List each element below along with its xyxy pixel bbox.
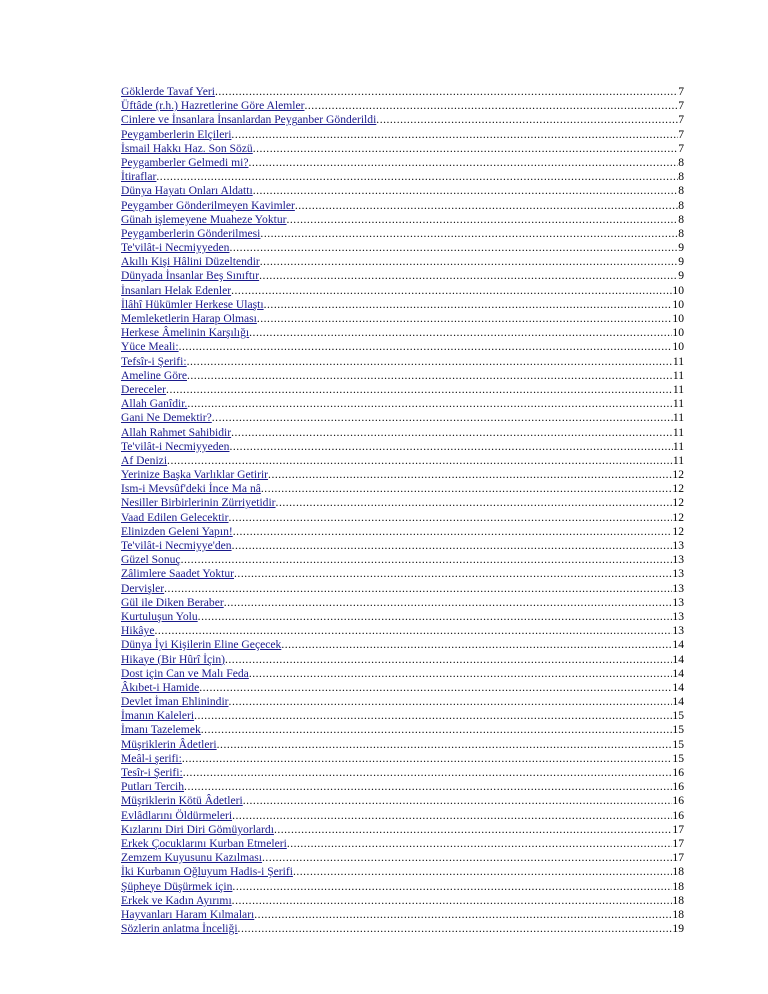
toc-entry[interactable]	[121, 596, 684, 610]
toc-entry[interactable]	[121, 553, 684, 567]
toc-entry-title-link[interactable]: Erkek ve Kadın Ayırımı	[121, 893, 232, 907]
toc-dot-leader	[253, 142, 679, 156]
toc-page-number: 8	[678, 155, 684, 169]
toc-entry-title-link[interactable]: Elinizden Geleni Yapın!	[121, 524, 233, 538]
toc-entry[interactable]	[121, 99, 684, 113]
toc-entry[interactable]	[121, 184, 684, 198]
toc-dot-leader	[184, 780, 672, 794]
toc-entry[interactable]	[121, 780, 684, 794]
toc-entry[interactable]	[121, 128, 684, 142]
toc-entry[interactable]	[121, 312, 684, 326]
toc-dot-leader	[276, 496, 673, 510]
toc-entry[interactable]	[121, 794, 684, 808]
toc-entry[interactable]	[121, 638, 684, 652]
toc-page-number: 18	[672, 893, 684, 907]
toc-dot-leader	[262, 851, 672, 865]
toc-entry-title-link[interactable]: Herkese Âmelinin Karşılığı	[121, 326, 250, 340]
toc-entry[interactable]	[121, 709, 684, 723]
toc-page-number: 10	[672, 297, 684, 311]
toc-entry-title-link[interactable]: Allah Rahmet Sahibidir	[121, 425, 232, 439]
toc-dot-leader	[229, 440, 672, 454]
toc-dot-leader	[164, 582, 672, 596]
toc-page-number: 12	[672, 468, 684, 482]
toc-page-number: 15	[672, 709, 684, 723]
toc-entry-title-link[interactable]: Sözlerin anlatma İnceliği	[121, 922, 238, 936]
toc-page-number: 15	[672, 751, 684, 765]
toc-dot-leader	[201, 723, 673, 737]
toc-entry-title-link[interactable]: Meâl-i şerifi:	[121, 751, 182, 765]
toc-dot-leader	[295, 199, 678, 213]
toc-entry-title-link[interactable]: Tefsîr-i Şerifi:	[121, 354, 187, 368]
toc-entry[interactable]	[121, 681, 684, 695]
toc-dot-leader	[187, 355, 673, 369]
toc-entry[interactable]	[121, 284, 684, 298]
toc-dot-leader	[281, 638, 672, 652]
toc-page-number: 13	[672, 553, 684, 567]
toc-entry-title-link[interactable]: Üftâde (r.h.) Hazretlerine Göre Alemler	[121, 99, 305, 113]
toc-entry-title-link[interactable]: Te'vilât-i Necmiyye'den	[121, 539, 232, 552]
toc-entry-title-link[interactable]: Te'vilât-i Necmiyyeden	[121, 439, 230, 453]
toc-entry[interactable]	[121, 468, 684, 482]
toc-entry-title-link[interactable]: Kızlarını Diri Diri Gömüyorlardı	[121, 822, 274, 836]
toc-entry-title-link[interactable]: Tesîr-i Şerifi:	[121, 766, 183, 779]
toc-entry-title-link[interactable]: Ism-i Mevsûf'deki İnce Ma nâ	[121, 482, 261, 496]
toc-page-number: 10	[672, 340, 684, 354]
toc-entry[interactable]	[121, 454, 684, 468]
toc-entry-title-link[interactable]: İlâhî Hükümler Herkese Ulaştı	[121, 297, 264, 311]
toc-page-number: 17	[672, 822, 684, 836]
toc-page-number: 12	[672, 510, 684, 524]
toc-entry-title-link[interactable]: Cinlere ve İnsanlara İnsanlardan Peyganber Gönderildi	[121, 113, 377, 127]
toc-dot-leader	[166, 383, 673, 397]
toc-entry-title-link[interactable]: Müşriklerin Âdetleri	[121, 737, 217, 751]
toc-page-number: 11	[672, 397, 684, 411]
toc-entry-title-link[interactable]: İtiraflar	[121, 170, 157, 184]
toc-entry-title-link[interactable]: İki Kurbanın Oğluyum Hadis-i Şerifi	[121, 865, 293, 879]
toc-entry-title-link[interactable]: Yüce Meali:	[121, 340, 179, 354]
toc-entry-title-link[interactable]: Gül ile Diken Beraber	[121, 595, 224, 609]
toc-page-number: 15	[672, 737, 684, 751]
toc-entry[interactable]	[121, 482, 684, 496]
toc-entry[interactable]	[121, 695, 684, 709]
toc-page-number: 14	[672, 652, 684, 666]
toc-entry-title-link[interactable]: Dünyada İnsanlar Beş Sınıftır	[121, 269, 260, 283]
toc-dot-leader	[187, 397, 672, 411]
toc-page-number: 18	[672, 879, 684, 893]
toc-entry[interactable]	[121, 851, 684, 865]
toc-entry[interactable]	[121, 525, 684, 539]
toc-entry-title-link[interactable]: Nesiller Birbirlerinin Zürriyetidir	[121, 496, 276, 510]
toc-entry[interactable]	[121, 752, 684, 766]
toc-dot-leader	[194, 709, 672, 723]
toc-entry-title-link[interactable]: Günah işlemeyene Muaheze Yoktur	[121, 212, 287, 226]
toc-dot-leader	[261, 482, 673, 496]
toc-page-number: 7	[678, 85, 684, 98]
toc-entry-title-link[interactable]: Gani Ne Demektir?	[121, 411, 212, 425]
toc-dot-leader	[199, 681, 672, 695]
toc-page-number: 13	[672, 624, 684, 638]
toc-dot-leader	[183, 766, 673, 780]
toc-entry[interactable]	[121, 610, 684, 624]
toc-dot-leader	[243, 794, 673, 808]
toc-entry-title-link[interactable]: Dervişler	[121, 581, 165, 595]
toc-entry-title-link[interactable]: Âkıbet-i Hamide	[121, 680, 200, 694]
toc-entry[interactable]	[121, 894, 684, 908]
toc-entry[interactable]	[121, 582, 684, 596]
toc-page-number: 11	[672, 453, 684, 467]
toc-page-number: 8	[678, 212, 684, 226]
toc-entry[interactable]	[121, 340, 684, 354]
toc-entry-title-link[interactable]: Te'vilât-i Necmiyyeden	[121, 241, 230, 255]
toc-entry[interactable]	[121, 511, 684, 525]
toc-dot-leader	[234, 567, 672, 581]
toc-dot-leader	[232, 809, 672, 823]
toc-page-number: 8	[678, 226, 684, 240]
toc-entry-title-link[interactable]: Dereceler	[121, 382, 167, 396]
toc-page-number: 13	[672, 567, 684, 581]
toc-dot-leader	[232, 539, 673, 553]
toc-page-number: 8	[678, 170, 684, 184]
toc-page-number: 7	[678, 113, 684, 127]
toc-page-number: 13	[672, 595, 684, 609]
toc-dot-leader	[232, 880, 672, 894]
toc-entry-title-link[interactable]: Hayvanları Haram Kılmaları	[121, 907, 255, 921]
toc-dot-leader	[232, 894, 673, 908]
toc-page-number: 18	[672, 865, 684, 879]
toc-dot-leader	[224, 596, 673, 610]
toc-entry[interactable]	[121, 255, 684, 269]
toc-entry[interactable]	[121, 809, 684, 823]
toc-page-number: 7	[678, 99, 684, 113]
toc-dot-leader	[249, 667, 673, 681]
toc-entry[interactable]	[121, 241, 684, 255]
toc-entry[interactable]	[121, 411, 684, 425]
toc-entry-title-link[interactable]: İsmail Hakkı Haz. Son Sözü	[121, 141, 253, 155]
toc-entry[interactable]	[121, 142, 684, 156]
toc-entry-title-link[interactable]: Devlet İman Ehlinindir	[121, 695, 229, 709]
toc-entry-title-link[interactable]: Evlâdlarını Öldürmeleri	[121, 808, 233, 822]
toc-entry-title-link[interactable]: Memleketlerin Harap Olması	[121, 312, 257, 325]
toc-dot-leader	[229, 511, 673, 525]
toc-entry-title-link[interactable]: Göklerde Tavaf Yeri	[121, 85, 215, 98]
toc-entry[interactable]	[121, 369, 684, 383]
toc-page-number: 19	[672, 922, 684, 936]
toc-entry-title-link[interactable]: Ameline Göre	[121, 368, 187, 382]
toc-entry[interactable]	[121, 213, 684, 227]
toc-dot-leader	[260, 255, 678, 269]
toc-entry[interactable]	[121, 426, 684, 440]
toc-page-number: 12	[672, 482, 684, 496]
toc-dot-leader	[217, 738, 673, 752]
toc-entry[interactable]	[121, 723, 684, 737]
toc-entry[interactable]	[121, 199, 684, 213]
toc-entry[interactable]	[121, 865, 684, 879]
table-of-contents	[121, 85, 684, 936]
toc-page-number: 8	[678, 198, 684, 212]
toc-entry[interactable]	[121, 113, 684, 127]
toc-dot-leader	[231, 426, 673, 440]
toc-page-number: 15	[672, 723, 684, 737]
toc-page-number: 14	[672, 695, 684, 709]
toc-entry[interactable]	[121, 823, 684, 837]
toc-entry[interactable]	[121, 170, 684, 184]
toc-dot-leader	[268, 468, 672, 482]
toc-page-number: 16	[672, 808, 684, 822]
toc-page-number: 7	[678, 141, 684, 155]
toc-page-number: 13	[672, 609, 684, 623]
toc-dot-leader	[233, 525, 673, 539]
toc-page-number: 16	[672, 794, 684, 808]
toc-page-number: 18	[672, 907, 684, 921]
toc-page-number: 10	[672, 312, 684, 325]
toc-entry-title-link[interactable]: Güzel Sonuç	[121, 553, 181, 567]
toc-entry[interactable]	[121, 908, 684, 922]
toc-entry[interactable]	[121, 397, 684, 411]
toc-dot-leader	[156, 170, 678, 184]
toc-entry-title-link[interactable]: Peygamberlerin Gönderilmesi	[121, 226, 261, 240]
toc-entry[interactable]	[121, 496, 684, 510]
toc-entry[interactable]	[121, 383, 684, 397]
toc-page-number: 16	[672, 780, 684, 794]
toc-entry-title-link[interactable]: Putları Tercih	[121, 780, 185, 794]
toc-entry[interactable]	[121, 355, 684, 369]
toc-page-number: 11	[672, 411, 684, 425]
toc-entry[interactable]	[121, 85, 684, 99]
toc-entry-title-link[interactable]: Vaad Edilen Gelecektir	[121, 510, 229, 524]
toc-page-number: 10	[672, 326, 684, 340]
toc-page-number: 8	[678, 184, 684, 198]
toc-entry[interactable]	[121, 837, 684, 851]
toc-page-number: 17	[672, 851, 684, 865]
toc-entry-title-link[interactable]: İmanın Kaleleri	[121, 709, 195, 723]
toc-entry[interactable]	[121, 227, 684, 241]
toc-entry[interactable]	[121, 624, 684, 638]
toc-dot-leader	[259, 269, 678, 283]
toc-page-number: 12	[672, 496, 684, 510]
toc-dot-leader	[257, 312, 673, 326]
toc-entry-title-link[interactable]: Şüpheye Düşürmek için	[121, 879, 233, 893]
toc-dot-leader	[231, 284, 672, 298]
toc-dot-leader	[249, 156, 679, 170]
toc-dot-leader	[212, 411, 673, 425]
toc-page-number: 10	[672, 283, 684, 297]
toc-entry[interactable]	[121, 567, 684, 581]
toc-entry[interactable]	[121, 880, 684, 894]
toc-entry[interactable]	[121, 539, 684, 553]
toc-dot-leader	[254, 908, 672, 922]
toc-entry-title-link[interactable]: Dünya Hayatı Onları Aldattı	[121, 184, 253, 198]
toc-entry[interactable]	[121, 326, 684, 340]
toc-dot-leader	[154, 624, 672, 638]
toc-entry-title-link[interactable]: Dünya İyi Kişilerin Eline Geçecek	[121, 638, 282, 652]
toc-dot-leader	[274, 823, 672, 837]
toc-entry[interactable]	[121, 738, 684, 752]
toc-page-number: 11	[672, 439, 684, 453]
toc-entry[interactable]	[121, 156, 684, 170]
toc-page-number: 14	[672, 666, 684, 680]
toc-entry-title-link[interactable]: Peygamber Gönderilmeyen Kavimler	[121, 198, 295, 212]
toc-entry[interactable]	[121, 269, 684, 283]
toc-page-number: 11	[672, 425, 684, 439]
toc-dot-leader	[181, 553, 673, 567]
toc-dot-leader	[264, 298, 673, 312]
toc-page-number: 14	[672, 680, 684, 694]
toc-dot-leader	[231, 128, 678, 142]
toc-entry-title-link[interactable]: İmanı Tazelemek	[121, 723, 201, 737]
toc-entry-title-link[interactable]: Hikâye	[121, 624, 155, 638]
toc-entry-title-link[interactable]: Zâlimlere Saadet Yoktur	[121, 567, 235, 581]
toc-entry-title-link[interactable]: Müşriklerin Kötü Âdetleri	[121, 794, 243, 808]
toc-entry-title-link[interactable]: Peygamberler Gelmedi mi?	[121, 155, 249, 169]
toc-entry[interactable]	[121, 766, 684, 780]
toc-dot-leader	[260, 227, 678, 241]
toc-dot-leader	[293, 865, 672, 879]
toc-dot-leader	[287, 837, 673, 851]
toc-entry[interactable]	[121, 440, 684, 454]
toc-entry[interactable]	[121, 298, 684, 312]
toc-dot-leader	[198, 610, 673, 624]
toc-dot-leader	[225, 653, 672, 667]
toc-dot-leader	[238, 922, 673, 936]
toc-page-number: 17	[672, 836, 684, 850]
toc-dot-leader	[253, 184, 679, 198]
toc-entry-title-link[interactable]: Af Denizi	[121, 453, 168, 467]
toc-dot-leader	[287, 213, 679, 227]
toc-entry[interactable]	[121, 653, 684, 667]
toc-page-number: 11	[672, 368, 684, 382]
toc-entry-title-link[interactable]: Allah Ganîdir.	[121, 397, 188, 411]
toc-dot-leader	[179, 340, 673, 354]
toc-dot-leader	[167, 454, 673, 468]
toc-entry-title-link[interactable]: Peygamberlerin Elçileri	[121, 127, 232, 141]
toc-dot-leader	[229, 241, 678, 255]
toc-page-number: 11	[672, 382, 684, 396]
toc-entry-title-link[interactable]: Erkek Çocuklarını Kurban Etmeleri	[121, 836, 287, 850]
toc-dot-leader	[182, 752, 673, 766]
toc-entry-title-link[interactable]: Akıllı Kişi Hâlini Düzeltendir	[121, 255, 260, 269]
toc-entry-title-link[interactable]: Kurtuluşun Yolu	[121, 609, 198, 623]
toc-entry-title-link[interactable]: Zemzem Kuyusunu Kazılması	[121, 851, 263, 865]
toc-page-number: 13	[672, 581, 684, 595]
toc-page-number: 9	[678, 241, 684, 255]
toc-dot-leader	[249, 326, 672, 340]
toc-entry-title-link[interactable]: İnsanları Helak Edenler	[121, 283, 232, 297]
toc-entry-title-link[interactable]: Yerinize Başka Varlıklar Getirir	[121, 468, 269, 482]
toc-dot-leader	[376, 113, 678, 127]
toc-page-number: 16	[672, 766, 684, 779]
toc-entry-title-link[interactable]: Dost için Can ve Malı Feda	[121, 666, 249, 680]
toc-entry[interactable]	[121, 922, 684, 936]
toc-page-number: 9	[678, 269, 684, 283]
toc-page-number: 7	[678, 127, 684, 141]
toc-page-number: 12	[672, 524, 684, 538]
toc-page-number: 9	[678, 255, 684, 269]
toc-dot-leader	[304, 99, 678, 113]
toc-dot-leader	[187, 369, 673, 383]
toc-entry-title-link[interactable]: Hikaye (Bir Hûrî İçin)	[121, 652, 225, 666]
toc-entry[interactable]	[121, 667, 684, 681]
toc-dot-leader	[229, 695, 673, 709]
toc-page-number: 11	[672, 354, 684, 368]
toc-dot-leader	[215, 85, 678, 99]
toc-page-number: 14	[672, 638, 684, 652]
toc-page-number: 13	[672, 539, 684, 552]
